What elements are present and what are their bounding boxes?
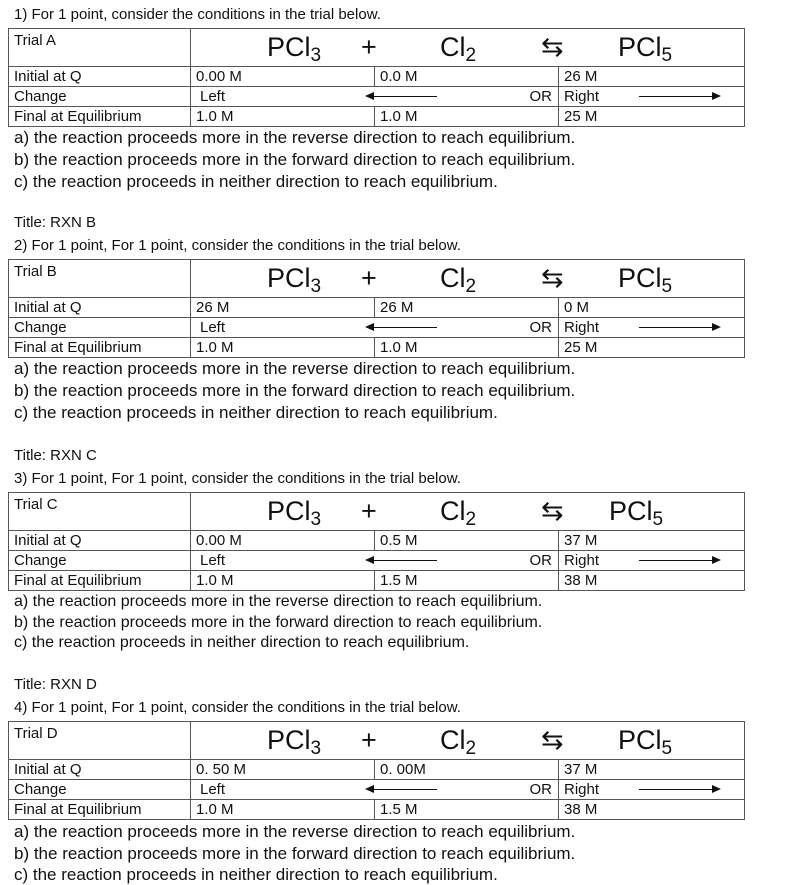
initial-pcl3: 0.00 M xyxy=(191,67,375,87)
option-c: c) the reaction proceeds in neither direction to reach equilibrium. xyxy=(14,865,498,884)
product-pcl5: PCl$_5$ xyxy=(618,725,673,759)
equilibrium-arrows-icon: ⇆ xyxy=(541,496,564,526)
reactant-pcl3: PCl$_3$ xyxy=(267,725,322,759)
initial-pcl3: 0.00 M xyxy=(191,531,375,551)
plus-sign: + xyxy=(361,725,377,755)
change-right-cell xyxy=(559,780,745,800)
product-pcl5: PCl$_5$ xyxy=(618,32,673,66)
option-b: b) the reaction proceeds more in the forward direction to reach equilibrium. xyxy=(14,150,576,169)
plus-sign: + xyxy=(361,263,377,293)
reaction-equation xyxy=(191,260,745,298)
row-label-final: Final at Equilibrium xyxy=(9,571,191,591)
product-pcl5: PCl$_5$ xyxy=(609,496,664,530)
right-arrow-shaft xyxy=(639,560,713,561)
row-label-change: Change xyxy=(9,780,191,800)
initial-pcl3: 26 M xyxy=(191,298,375,318)
change-left-cell xyxy=(191,318,559,338)
change-left-cell xyxy=(191,551,559,571)
row-label-change: Change xyxy=(9,551,191,571)
question-title: Title: RXN B xyxy=(14,214,96,231)
trial-label: Trial D xyxy=(9,722,191,760)
initial-cl2: 26 M xyxy=(375,298,559,318)
reactant-pcl3: PCl$_3$ xyxy=(267,263,322,297)
initial-pcl3: 0. 50 M xyxy=(191,760,375,780)
option-c: c) the reaction proceeds in neither direction to reach equilibrium. xyxy=(14,403,498,422)
right-arrow-icon xyxy=(712,556,721,564)
final-cl2: 1.0 M xyxy=(375,338,559,358)
option-b: b) the reaction proceeds more in the forward direction to reach equilibrium. xyxy=(14,614,543,631)
row-label-initial: Initial at Q xyxy=(9,67,191,87)
reactant-pcl3: PCl$_3$ xyxy=(267,496,322,530)
option-b: b) the reaction proceeds more in the forward direction to reach equilibrium. xyxy=(14,844,576,863)
initial-cl2: 0.0 M xyxy=(375,67,559,87)
change-right-cell xyxy=(559,87,745,107)
initial-pcl5: 0 M xyxy=(559,298,745,318)
trial-table xyxy=(8,259,745,358)
initial-pcl5: 37 M xyxy=(559,531,745,551)
option-c: c) the reaction proceeds in neither direction to reach equilibrium. xyxy=(14,634,470,651)
final-pcl3: 1.0 M xyxy=(191,338,375,358)
left-arrow-shaft xyxy=(373,560,437,561)
row-label-final: Final at Equilibrium xyxy=(9,338,191,358)
trial-label: Trial B xyxy=(9,260,191,298)
row-label-change: Change xyxy=(9,318,191,338)
left-arrow-shaft xyxy=(373,96,437,97)
option-a: a) the reaction proceeds more in the reverse direction to reach equilibrium. xyxy=(14,593,543,610)
reaction-equation xyxy=(191,722,745,760)
initial-pcl5: 26 M xyxy=(559,67,745,87)
initial-pcl5: 37 M xyxy=(559,760,745,780)
question-prompt: 4) For 1 point, For 1 point, consider the conditions in the trial below. xyxy=(14,699,461,716)
initial-cl2: 0. 00M xyxy=(375,760,559,780)
change-right-label: Right xyxy=(564,781,600,798)
option-c: c) the reaction proceeds in neither direction to reach equilibrium. xyxy=(14,172,498,191)
option-b: b) the reaction proceeds more in the forward direction to reach equilibrium. xyxy=(14,381,576,400)
final-cl2: 1.0 M xyxy=(375,107,559,127)
or-label: OR xyxy=(529,88,552,105)
trial-label: Trial C xyxy=(9,493,191,531)
final-pcl3: 1.0 M xyxy=(191,800,375,820)
question-prompt: 2) For 1 point, For 1 point, consider the conditions in the trial below. xyxy=(14,237,461,254)
reactant-cl2: $Cl_2$ xyxy=(440,725,477,759)
final-pcl5: 38 M xyxy=(559,571,745,591)
final-cl2: 1.5 M xyxy=(375,800,559,820)
right-arrow-icon xyxy=(712,323,721,331)
trial-label: Trial A xyxy=(9,29,191,67)
equilibrium-arrows-icon: ⇆ xyxy=(541,263,564,293)
question-title: Title: RXN D xyxy=(14,676,97,693)
option-a: a) the reaction proceeds more in the reverse direction to reach equilibrium. xyxy=(14,822,576,841)
final-pcl3: 1.0 M xyxy=(191,107,375,127)
change-left-cell xyxy=(191,780,559,800)
change-left-cell xyxy=(191,87,559,107)
change-right-label: Right xyxy=(564,319,600,336)
right-arrow-shaft xyxy=(639,327,713,328)
row-label-initial: Initial at Q xyxy=(9,760,191,780)
product-pcl5: PCl$_5$ xyxy=(618,263,673,297)
question-prompt: 3) For 1 point, For 1 point, consider the conditions in the trial below. xyxy=(14,470,461,487)
right-arrow-icon xyxy=(712,92,721,100)
right-arrow-shaft xyxy=(639,96,713,97)
initial-cl2: 0.5 M xyxy=(375,531,559,551)
change-left-label: Left xyxy=(200,88,226,105)
change-left-label: Left xyxy=(200,781,226,798)
reaction-equation xyxy=(191,29,745,67)
or-label: OR xyxy=(529,319,552,336)
option-a: a) the reaction proceeds more in the reverse direction to reach equilibrium. xyxy=(14,128,576,147)
change-right-cell xyxy=(559,551,745,571)
equilibrium-arrows-icon: ⇆ xyxy=(541,725,564,755)
plus-sign: + xyxy=(361,496,377,526)
change-left-label: Left xyxy=(200,552,226,569)
or-label: OR xyxy=(529,781,552,798)
final-pcl5: 38 M xyxy=(559,800,745,820)
right-arrow-shaft xyxy=(639,789,713,790)
row-label-final: Final at Equilibrium xyxy=(9,800,191,820)
row-label-initial: Initial at Q xyxy=(9,298,191,318)
final-cl2: 1.5 M xyxy=(375,571,559,591)
reactant-pcl3: PCl$_3$ xyxy=(267,32,322,66)
trial-table xyxy=(8,492,745,591)
reaction-equation xyxy=(191,493,745,531)
row-label-final: Final at Equilibrium xyxy=(9,107,191,127)
reactant-cl2: $Cl_2$ xyxy=(440,263,477,297)
row-label-change: Change xyxy=(9,87,191,107)
trial-table xyxy=(8,28,745,127)
left-arrow-shaft xyxy=(373,327,437,328)
trial-table xyxy=(8,721,745,820)
change-right-label: Right xyxy=(564,88,600,105)
change-right-label: Right xyxy=(564,552,600,569)
question-title: Title: RXN C xyxy=(14,447,97,464)
row-label-initial: Initial at Q xyxy=(9,531,191,551)
question-prompt: 1) For 1 point, consider the conditions in the trial below. xyxy=(14,6,381,23)
reactant-cl2: $Cl_2$ xyxy=(440,496,477,530)
plus-sign: + xyxy=(361,32,377,62)
final-pcl3: 1.0 M xyxy=(191,571,375,591)
left-arrow-shaft xyxy=(373,789,437,790)
change-right-cell xyxy=(559,318,745,338)
final-pcl5: 25 M xyxy=(559,107,745,127)
option-a: a) the reaction proceeds more in the reverse direction to reach equilibrium. xyxy=(14,359,576,378)
reactant-cl2: $Cl_2$ xyxy=(440,32,477,66)
equilibrium-arrows-icon: ⇆ xyxy=(541,32,564,62)
final-pcl5: 25 M xyxy=(559,338,745,358)
right-arrow-icon xyxy=(712,785,721,793)
change-left-label: Left xyxy=(200,319,226,336)
or-label: OR xyxy=(529,552,552,569)
